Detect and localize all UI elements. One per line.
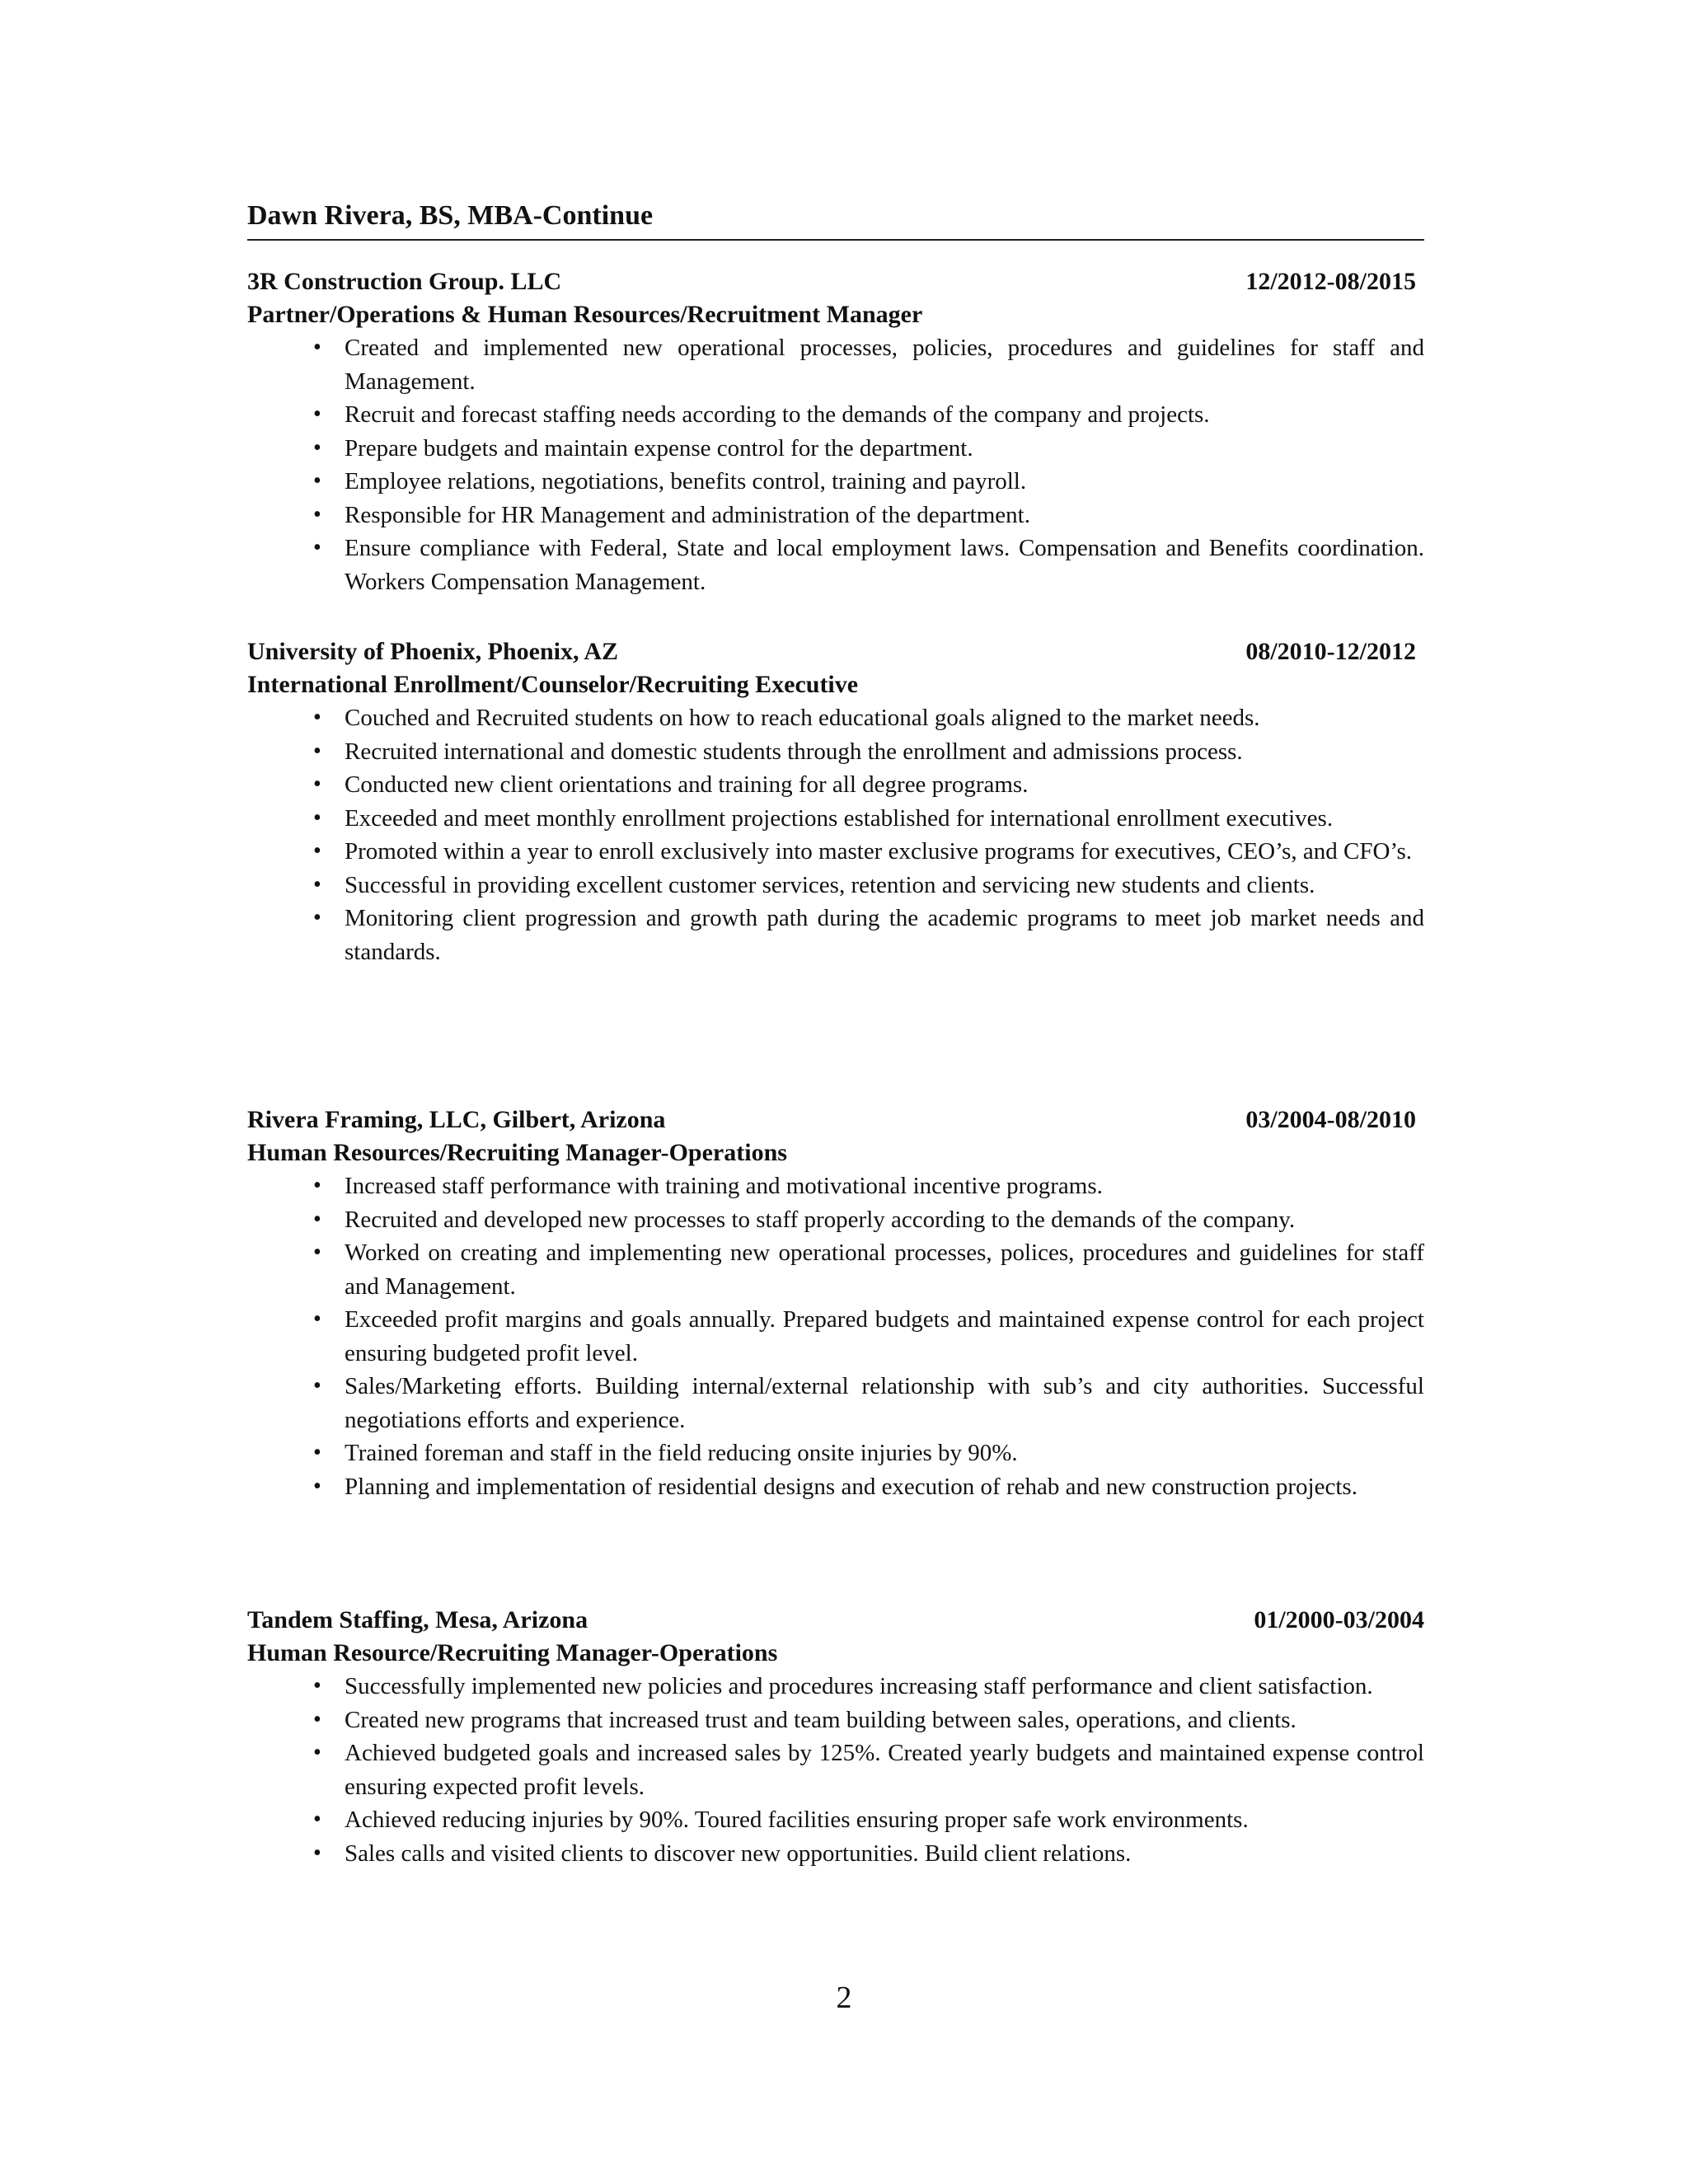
bullet-item: • Created new programs that increased trust and team building between sales, operations, and clients. [247,1704,1424,1737]
bullet-item: • Increased staff performance with training and motivational incentive programs. [247,1169,1424,1203]
bullet-item: • Exceeded profit margins and goals annually. Prepared budgets and maintained expense control for each project ensuring budgeted profit level. [247,1303,1424,1370]
job-company: University of Phoenix, Phoenix, AZ [247,638,619,665]
bullet-item: • Ensure compliance with Federal, State and local employment laws. Compensation and Benefits coordination. Workers Compensation Management. [247,532,1424,598]
job-dates: 12/2012-08/2015 [1245,268,1416,295]
job-company: 3R Construction Group. LLC [247,268,562,295]
bullet-dot-icon: • [313,1740,321,1765]
bullet-item: • Achieved reducing injuries by 90%. Toured facilities ensuring proper safe work environments. [247,1803,1424,1837]
job-title: Human Resource/Recruiting Manager-Operations [247,1639,778,1666]
bullet-item: • Planning and implementation of residential designs and execution of rehab and new construction projects. [247,1470,1424,1504]
bullet-item: • Couched and Recruited students on how to reach educational goals aligned to the market needs. [247,701,1424,735]
bullet-dot-icon: • [313,838,321,864]
bullet-dot-icon: • [313,738,321,764]
bullet-item: • Responsible for HR Management and administration of the department. [247,499,1424,532]
job-entry [247,1604,1424,1870]
bullet-item: • Trained foreman and staff in the field reducing onsite injuries by 90%. [247,1436,1424,1470]
job-entry [247,635,1424,968]
bullet-item: • Recruited international and domestic students through the enrollment and admissions process. [247,735,1424,769]
bullet-dot-icon: • [313,1240,321,1265]
bullet-item: • Conducted new client orientations and training for all degree programs. [247,768,1424,802]
bullet-dot-icon: • [313,1306,321,1332]
bullet-dot-icon: • [313,434,321,461]
job-title: International Enrollment/Counselor/Recruiting Executive [247,671,859,698]
job-dates: 08/2010-12/2012 [1245,638,1416,665]
job-title: Human Resources/Recruiting Manager-Operations [247,1139,787,1166]
bullet-item: • Employee relations, negotiations, benefits control, training and payroll. [247,465,1424,499]
job-company: Rivera Framing, LLC, Gilbert, Arizona [247,1106,666,1133]
job-entry [247,1104,1424,1503]
job-header [247,265,1424,298]
job-bullets [247,701,1424,968]
page-header [247,198,1424,241]
bullet-item: • Achieved budgeted goals and increased sales by 125%. Created yearly budgets and maintained expense control ensuring expected profit levels. [247,1736,1424,1803]
bullet-item: • Worked on creating and implementing new operational processes, polices, procedures and guidelines for staff and Management. [247,1236,1424,1303]
bullet-item: • Sales calls and visited clients to discover new opportunities. Build client relations. [247,1837,1424,1871]
bullet-dot-icon: • [313,1840,321,1866]
job-company: Tandem Staffing, Mesa, Arizona [247,1606,588,1633]
bullet-item: • Successfully implemented new policies and procedures increasing staff performance and client satisfaction. [247,1670,1424,1704]
bullet-dot-icon: • [313,468,321,494]
bullet-item: • Exceeded and meet monthly enrollment projections established for international enrollment executives. [247,802,1424,836]
bullet-dot-icon: • [313,1173,321,1198]
bullet-item: • Recruited and developed new processes to staff properly according to the demands of the company. [247,1203,1424,1237]
bullet-dot-icon: • [313,501,321,527]
bullet-item: • Successful in providing excellent customer services, retention and servicing new students and clients. [247,869,1424,902]
job-bullets [247,1169,1424,1503]
job-bullets [247,331,1424,598]
job-entry [247,265,1424,598]
bullet-dot-icon: • [313,1807,321,1832]
bullet-item: • Promoted within a year to enroll exclusively into master exclusive programs for executives, CEO’s, and CFO’s. [247,835,1424,869]
job-bullets [247,1670,1424,1870]
bullet-dot-icon: • [313,1373,321,1399]
job-dates: 01/2000-03/2004 [1254,1606,1424,1633]
bullet-dot-icon: • [313,335,321,360]
bullet-dot-icon: • [313,1706,321,1732]
bullet-dot-icon: • [313,1473,321,1499]
job-dates: 03/2004-08/2010 [1245,1106,1416,1133]
job-header [247,635,1424,668]
bullet-dot-icon: • [313,905,321,930]
job-title: Partner/Operations & Human Resources/Recruitment Manager [247,301,923,328]
job-header [247,1104,1424,1137]
bullet-dot-icon: • [313,535,321,560]
bullet-dot-icon: • [313,771,321,797]
job-header [247,1604,1424,1637]
page-number: 2 [836,1980,852,2015]
bullet-dot-icon: • [313,1440,321,1465]
bullet-item: • Recruit and forecast staffing needs according to the demands of the company and projects. [247,398,1424,432]
bullet-dot-icon: • [313,1673,321,1699]
bullet-dot-icon: • [313,1206,321,1232]
bullet-item: • Prepare budgets and maintain expense control for the department. [247,432,1424,466]
candidate-name-header: Dawn Rivera, BS, MBA-Continue [247,200,654,231]
bullet-dot-icon: • [313,401,321,427]
bullet-dot-icon: • [313,804,321,831]
bullet-item: • Created and implemented new operational processes, policies, procedures and guidelines for staff and Management. [247,331,1424,398]
bullet-dot-icon: • [313,871,321,898]
bullet-item: • Monitoring client progression and growth path during the academic programs to meet job market needs and standards. [247,902,1424,968]
bullet-dot-icon: • [313,705,321,730]
bullet-item: • Sales/Marketing efforts. Building internal/external relationship with sub’s and city authorities. Successful negotiations efforts and experience. [247,1370,1424,1436]
